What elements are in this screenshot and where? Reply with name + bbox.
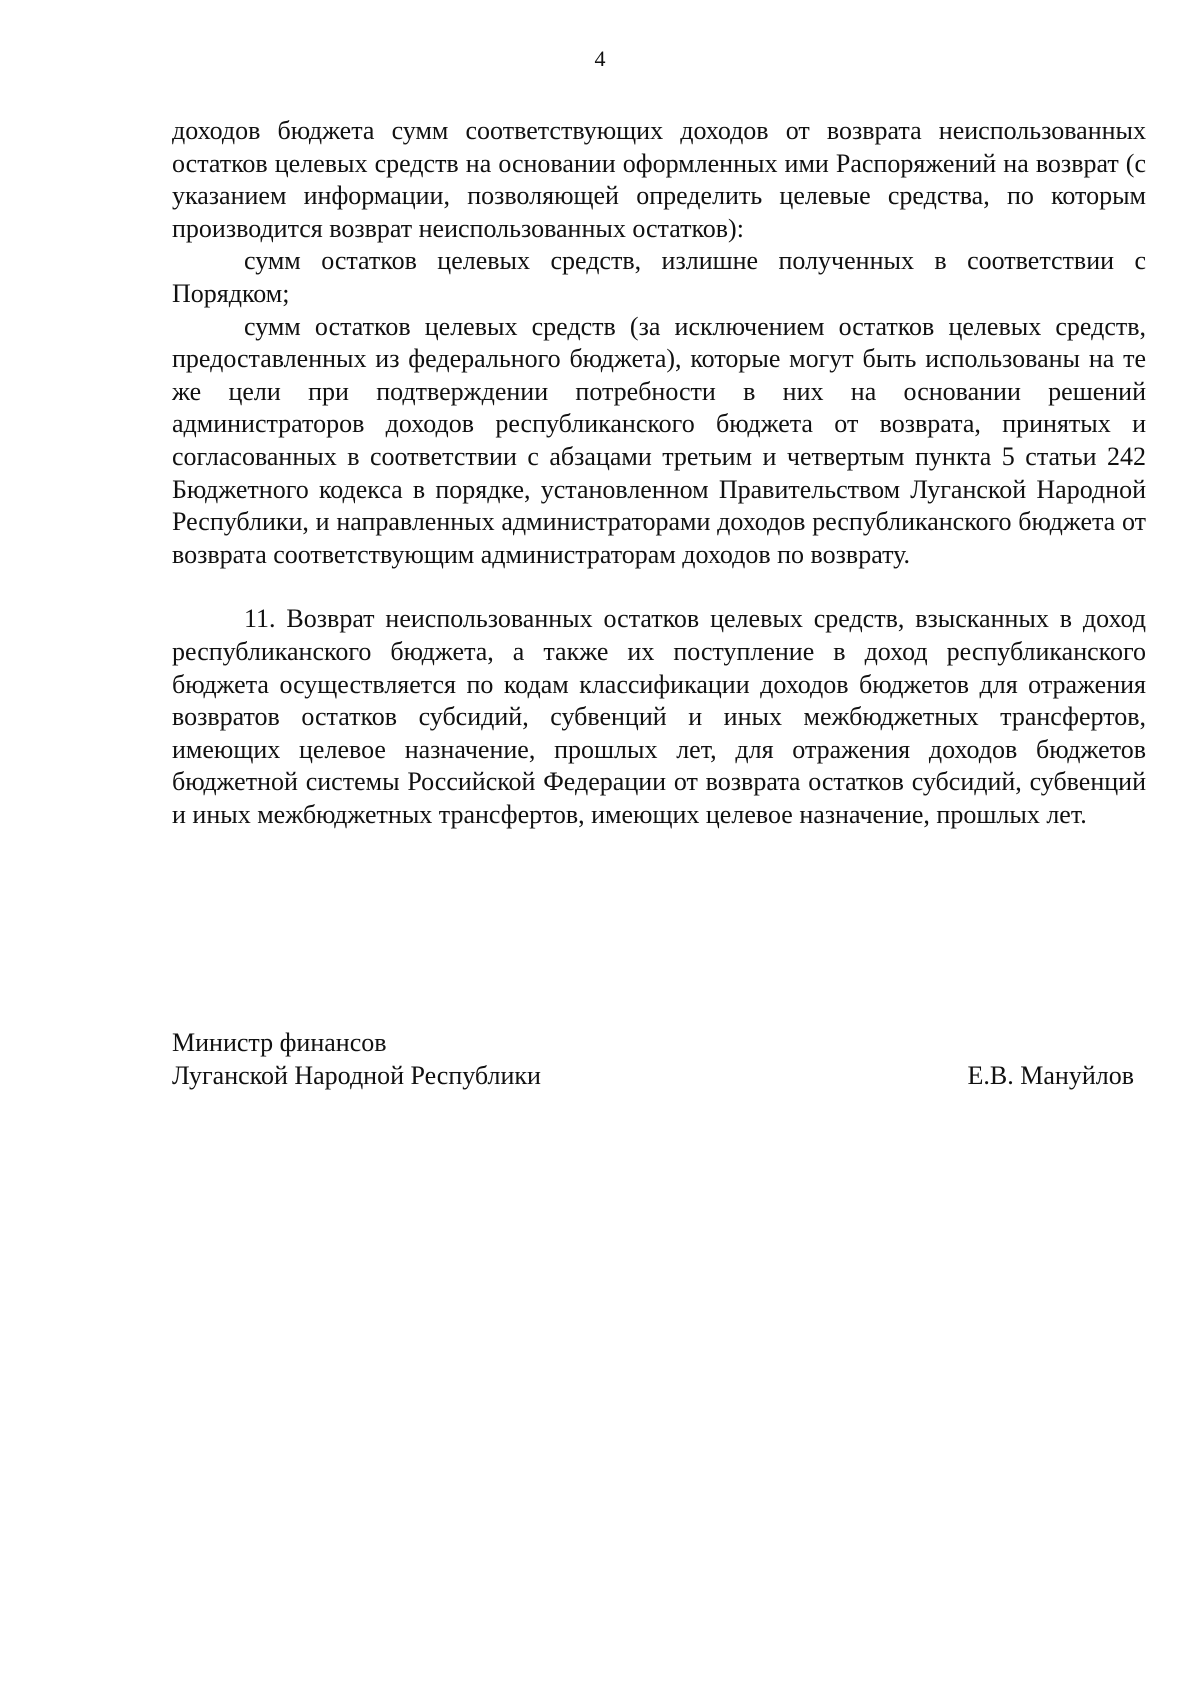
signatory-organization: Луганской Народной Республики: [172, 1060, 541, 1090]
page-number: 4: [594, 46, 606, 71]
signature-block: [172, 1027, 1134, 1092]
paragraph-continuation: доходов бюджета сумм соответствующих доходов от возврата неиспользованных остатков целевых средств на основании оформленных ими Распоряжений на возврат (с указанием информации, позволяющей определить целевые средства, по которым производится возврат неиспользованных остатков):: [172, 116, 1146, 243]
signatory-position: Министр финансов: [172, 1028, 387, 1057]
paragraph-item-11: 11. Возврат неиспользованных остатков целевых средств, взысканных в доход республиканского бюджета, а также их поступление в доход республиканского бюджета осуществляется по кодам классификации доходов бюджетов для отражения возвратов остатков субсидий, субвенций и иных межбюджетных трансфертов, имеющих целевое назначение, прошлых лет, для отражения доходов бюджетов бюджетной системы Российской Федерации от возврата остатков субсидий, субвенций и иных межбюджетных трансфертов, имеющих целевое назначение, прошлых лет.: [172, 604, 1146, 829]
signatory-name: Е.В. Мануйлов: [967, 1060, 1134, 1090]
paragraph-remaining-funds: сумм остатков целевых средств (за исключением остатков целевых средств, предоставленных из федерального бюджета), которые могут быть использованы на те же цели при подтверждении потребности в них на основании решений администраторов доходов республиканского бюджета от возврата, принятых и согласованных в соответствии с абзацами третьим и четвертым пункта 5 статьи 242 Бюджетного кодекса в порядке, установленном Правительством Луганской Народной Республики, и направленных администраторами доходов республиканского бюджета от возврата соответствующим администраторам доходов по возврату.: [172, 311, 1146, 569]
document-body: [172, 115, 1146, 831]
paragraph-excess-funds: сумм остатков целевых средств, излишне полученных в соответствии с Порядком;: [172, 246, 1146, 308]
